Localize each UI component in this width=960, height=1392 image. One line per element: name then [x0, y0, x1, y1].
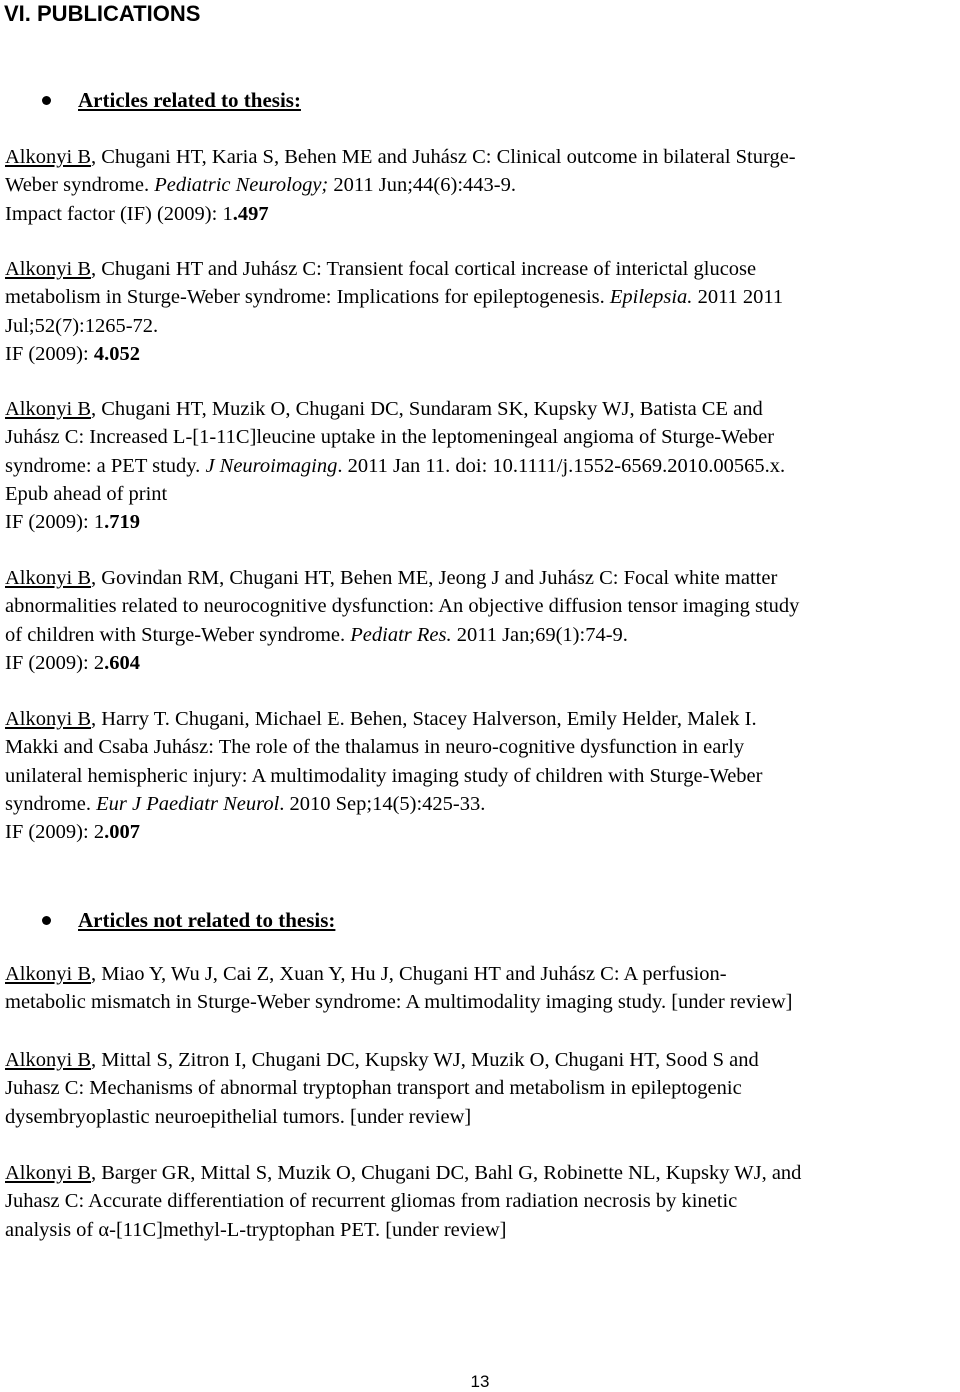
- publication-entry: Alkonyi B, Barger GR, Mittal S, Muzik O, Chugani DC, Bahl G, Robinette NL, Kupsky WJ, and Juhasz C: Accurate differentiation of recurrent gliomas from radiation necrosis by kinetic analysis of α-[11C]methyl-L-tryptophan PET. [under review]: [5, 1162, 802, 1241]
- section-title-not-related: Articles not related to thesis:: [78, 908, 336, 932]
- publication-entry: Alkonyi B, Harry T. Chugani, Michael E. Behen, Stacey Halverson, Emily Helder, Malek I. Makki and Csaba Juhász: The role of the thalamus in neuro-cognitive dysfunction in early unilateral hemispheric injury: A multimodality imaging study of children with Sturge-Weber syndrome. Eur J Paediatr Neurol. 2010 Sep;14(5):425-33. IF (2009): 2.007: [5, 705, 960, 846]
- journal-name: J Neuroimaging: [205, 454, 338, 477]
- publication-entry: Alkonyi B, Chugani HT, Karia S, Behen ME and Juhász C: Clinical outcome in bilateral Sturge- Weber syndrome. Pediatric Neurology; 2011 Jun;44(6):443-9. Impact factor (IF) (2009): 1.497: [5, 143, 960, 228]
- impact-factor: IF (2009): 4.052: [5, 342, 140, 365]
- publication-entry: Alkonyi B, Mittal S, Zitron I, Chugani DC, Kupsky WJ, Muzik O, Chugani HT, Sood S and Juhasz C: Mechanisms of abnormal tryptophan transport and metabolism in epileptogenic dysembryoplastic neuroepithelial tumors. [under review]: [5, 1049, 759, 1128]
- section-title-related: Articles related to thesis:: [78, 88, 301, 112]
- publication-entry: Alkonyi B, Chugani HT and Juhász C: Transient focal cortical increase of interictal glucose metabolism in Sturge-Weber syndrome: Implications for epileptogenesis. Epilepsia. 2011 2011 Jul;52(7):1265-72. IF (2009): 4.052: [5, 255, 960, 368]
- impact-factor: IF (2009): 1.719: [5, 511, 140, 534]
- journal-name: Epilepsia.: [609, 286, 693, 309]
- author-link[interactable]: Alkonyi B: [5, 146, 91, 168]
- impact-factor: IF (2009): 2.604: [5, 651, 140, 674]
- author-link[interactable]: Alkonyi B: [5, 567, 91, 589]
- author-link[interactable]: Alkonyi B: [5, 708, 91, 730]
- bullet-icon: [42, 96, 51, 105]
- author-link[interactable]: Alkonyi B: [5, 963, 91, 985]
- journal-name: Pediatric Neurology;: [154, 174, 329, 197]
- author-link[interactable]: Alkonyi B: [5, 1049, 91, 1071]
- page-number: 13: [470, 1372, 490, 1391]
- bullet-icon: [42, 916, 51, 925]
- page-title: VI. PUBLICATIONS: [4, 1, 201, 26]
- publication-entry: Alkonyi B, Chugani HT, Muzik O, Chugani DC, Sundaram SK, Kupsky WJ, Batista CE and Juhász C: Increased L-[1-11C]leucine uptake in the leptomeningeal angioma of Sturge-Weber syndrome: a PET study. J Neuroimaging. 2011 Jan 11. doi: 10.1111/j.1552-6569.2010.00565.x. Epub ahead of print IF (2009): 1.719: [5, 395, 960, 536]
- author-link[interactable]: Alkonyi B: [5, 398, 91, 420]
- journal-name: Eur J Paediatr Neurol: [96, 792, 280, 815]
- publication-entry: Alkonyi B, Govindan RM, Chugani HT, Behen ME, Jeong J and Juhász C: Focal white matter abnormalities related to neurocognitive dysfunction: An objective diffusion tensor imaging study of children with Sturge-Weber syndrome. Pediatr Res. 2011 Jan;69(1):74-9. IF (2009): 2.604: [5, 564, 960, 677]
- impact-factor: Impact factor (IF) (2009): 1.497: [5, 202, 269, 225]
- publication-entry: Alkonyi B, Miao Y, Wu J, Cai Z, Xuan Y, Hu J, Chugani HT and Juhász C: A perfusion- metabolic mismatch in Sturge-Weber syndrome: A multimodality imaging study. [under review]: [5, 963, 793, 1014]
- author-link[interactable]: Alkonyi B: [5, 258, 91, 280]
- author-link[interactable]: Alkonyi B: [5, 1162, 91, 1184]
- impact-factor: IF (2009): 2.007: [5, 821, 140, 844]
- journal-name: Pediatr Res.: [350, 623, 452, 646]
